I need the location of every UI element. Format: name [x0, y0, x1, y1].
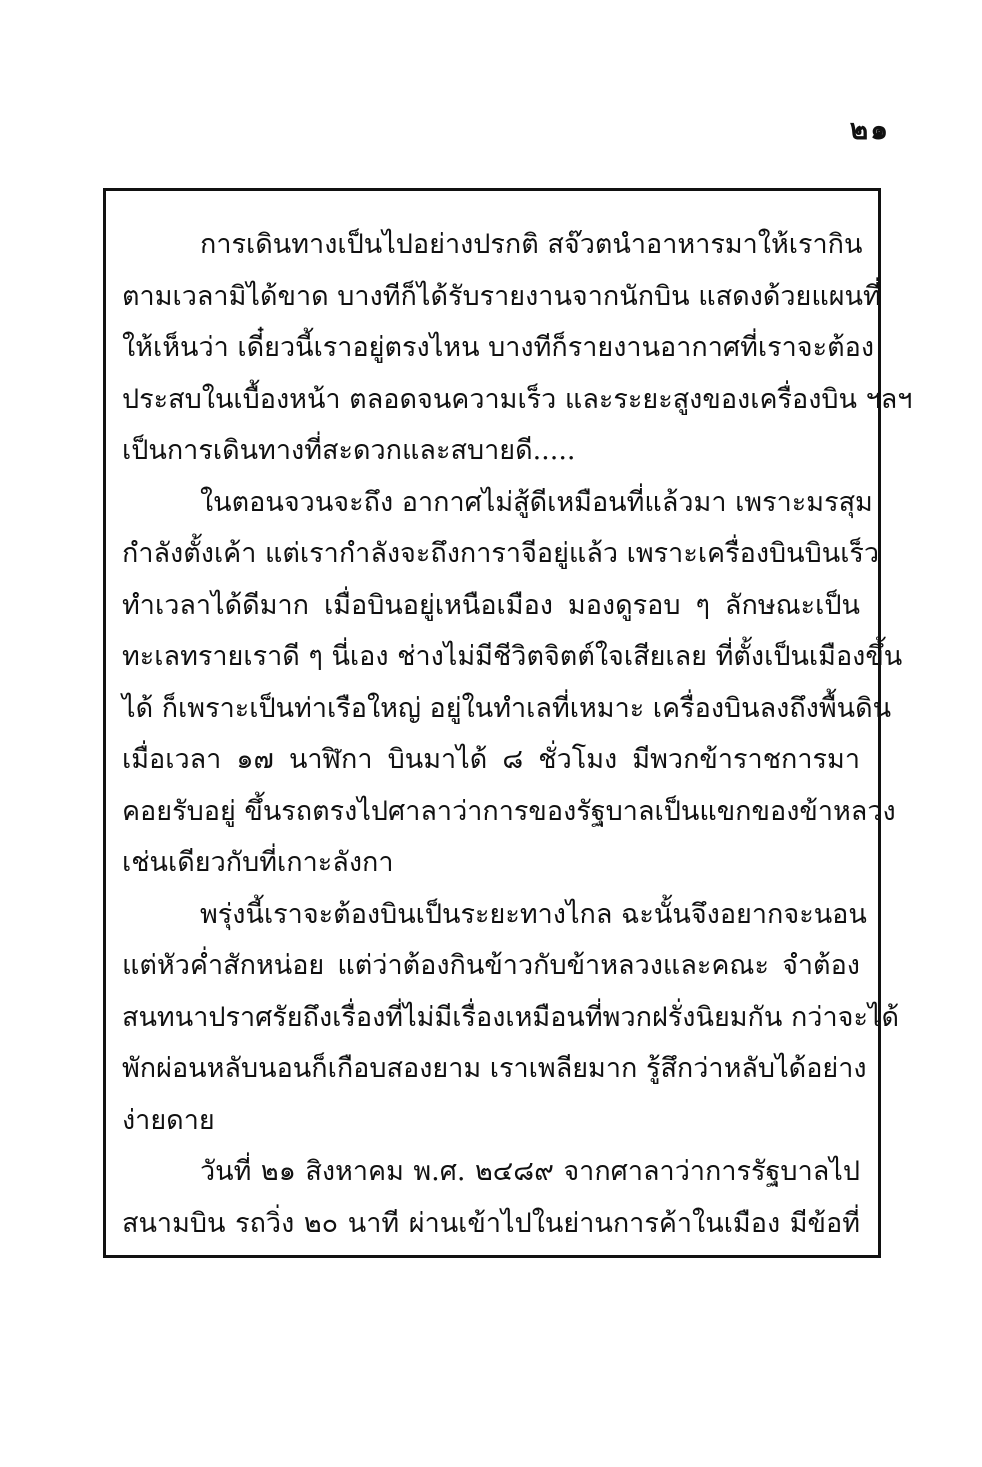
paragraph-2-line-5: ได้ ก็เพราะเป็นท่าเรือใหญ่ อยู่ในทำเลที่เหมาะ เครื่องบินลงถึงพื้นดิน: [122, 692, 892, 724]
paragraph-4-line-2: สนามบิน รถวิ่ง ๒๐ นาที ผ่านเข้าไปในย่านการค้าในเมือง มีข้อที่: [122, 1207, 860, 1239]
page-number: ๒๑: [849, 113, 890, 146]
paragraph-3-line-1: พรุ่งนี้เราจะต้องบินเป็นระยะทางไกล ฉะนั้นจึงอยากจะนอน: [200, 898, 867, 930]
paragraph-3-line-3: สนทนาปราศรัยถึงเรื่องที่ไม่มีเรื่องเหมือนที่พวกฝรั่งนิยมกัน กว่าจะได้: [122, 1001, 900, 1033]
paragraph-2-line-6: เมื่อเวลา ๑๗ นาฬิกา บินมาได้ ๘ ชั่วโมง มีพวกข้าราชการมา: [122, 744, 860, 775]
paragraph-4-line-1: วันที่ ๒๑ สิงหาคม พ.ศ. ๒๔๘๙ จากศาลาว่าการรัฐบาลไป: [200, 1156, 860, 1187]
paragraph-2-line-8: เช่นเดียวกับที่เกาะลังกา: [122, 847, 394, 878]
paragraph-2-line-1: ในตอนจวนจะถึง อากาศไม่สู้ดีเหมือนที่แล้วมา เพราะมรสุม: [200, 486, 873, 518]
paragraph-2-line-7: คอยรับอยู่ ขึ้นรถตรงไปศาลาว่าการของรัฐบาลเป็นแขกของข้าหลวง: [122, 795, 896, 827]
paragraph-3-line-2: แต่หัวค่ำสักหน่อย แต่ว่าต้องกินข้าวกับข้าหลวงและคณะ จำต้อง: [122, 950, 860, 981]
paragraph-2-line-2: กำลังตั้งเค้า แต่เรากำลังจะถึงการาจีอยู่แล้ว เพราะเครื่องบินบินเร็ว: [122, 538, 880, 569]
text-body: [122, 219, 913, 1249]
text-frame: [103, 188, 913, 1258]
paragraph-2-line-4: ทะเลทรายเราดี ๆ นี่เอง ช่างไม่มีชีวิตจิตต์ใจเสียเลย ที่ตั้งเป็นเมืองขึ้น: [122, 641, 903, 672]
paragraph-1-line-2: ตามเวลามิได้ขาด บางทีก็ได้รับรายงานจากนักบิน แสดงด้วยแผนที่: [122, 280, 881, 312]
paragraph-1-line-5: เป็นการเดินทางที่สะดวกและสบายดี.....: [122, 435, 576, 466]
paragraph-2-line-3: ทำเวลาได้ดีมาก เมื่อบินอยู่เหนือเมือง มองดูรอบ ๆ ลักษณะเป็น: [122, 589, 860, 621]
paragraph-1-line-4: ประสบในเบื้องหน้า ตลอดจนความเร็ว และระยะสูงของเครื่องบิน ฯลฯ: [122, 383, 913, 415]
paragraph-1-line-1: การเดินทางเป็นไปอย่างปรกติ สจ๊วตนำอาหารมาให้เรากิน: [200, 229, 863, 260]
paragraph-1-line-3: ให้เห็นว่า เดี๋ยวนี้เราอยู่ตรงไหน บางทีก็รายงานอากาศที่เราจะต้อง: [122, 332, 875, 363]
paragraph-3-line-4: พักผ่อนหลับนอนก็เกือบสองยาม เราเพลียมาก รู้สึกว่าหลับได้อย่าง: [122, 1053, 867, 1084]
paragraph-3-line-5: ง่ายดาย: [122, 1104, 215, 1136]
